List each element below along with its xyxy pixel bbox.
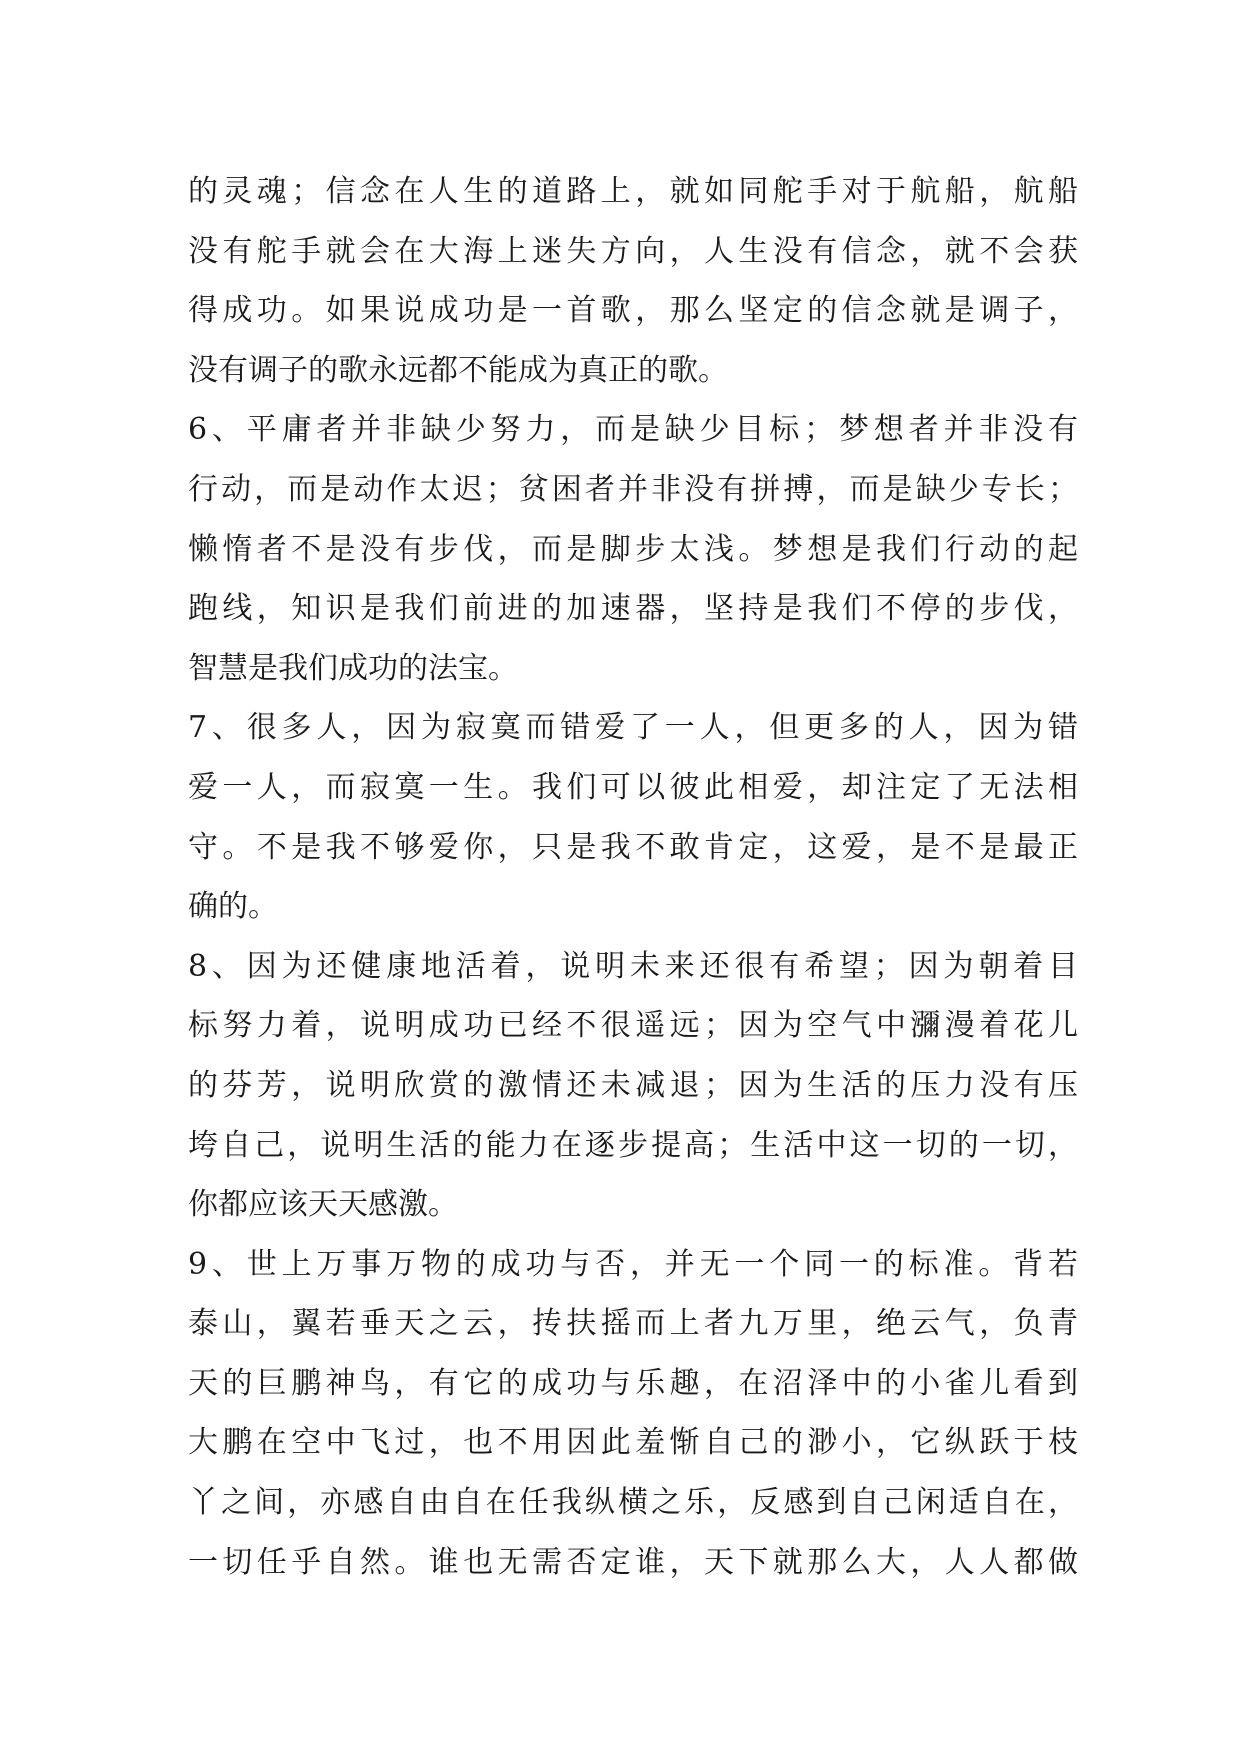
- text-line: 的芬芳，说明欣赏的激情还未减退；因为生活的压力没有压: [188, 1067, 1078, 1103]
- text-line: 守。不是我不够爱你，只是我不敢肯定，这爱，是不是最正: [188, 829, 1078, 865]
- text-line: 9、世上万事万物的成功与否，并无一个同一的标准。背若: [188, 1246, 1078, 1282]
- text-line: 行动，而是动作太迟；贫困者并非没有拼搏，而是缺少专长；: [188, 471, 1078, 507]
- text-line: 天的巨鹏神鸟，有它的成功与乐趣，在沼泽中的小雀儿看到: [188, 1365, 1078, 1401]
- text-line: 6、平庸者并非缺少努力，而是缺少目标；梦想者并非没有: [188, 412, 1078, 448]
- text-line: 大鹏在空中飞过，也不用因此羞惭自己的渺小，它纵跃于枝: [188, 1425, 1078, 1461]
- text-line: 懒惰者不是没有步伐，而是脚步太浅。梦想是我们行动的起: [188, 531, 1078, 567]
- text-line: 确的。: [188, 889, 278, 925]
- text-line: 没有调子的歌永远都不能成为真正的歌。: [188, 352, 728, 388]
- text-line: 的灵魂；信念在人生的道路上，就如同舵手对于航船，航船: [188, 174, 1078, 209]
- text-line: 垮自己，说明生活的能力在逐步提高；生活中这一切的一切，: [188, 1127, 1078, 1163]
- text-line: 智慧是我们成功的法宝。: [188, 650, 518, 686]
- text-line: 泰山，翼若垂天之云，抟扶摇而上者九万里，绝云气，负青: [188, 1306, 1078, 1342]
- text-line: 跑线，知识是我们前进的加速器，坚持是我们不停的步伐，: [188, 591, 1078, 627]
- text-line: 8、因为还健康地活着，说明未来还很有希望；因为朝着目: [188, 948, 1078, 984]
- text-line: 丫之间，亦感自由自在任我纵横之乐，反感到自己闲适自在，: [188, 1485, 1078, 1521]
- text-line: 标努力着，说明成功已经不很遥远；因为空气中瀰漫着花儿: [188, 1008, 1078, 1044]
- text-line: 你都应该天天感激。: [188, 1187, 458, 1223]
- text-line: 没有舵手就会在大海上迷失方向，人生没有信念，就不会获: [188, 233, 1078, 269]
- text-line: 得成功。如果说成功是一首歌，那么坚定的信念就是调子，: [188, 293, 1078, 329]
- text-line: 一切任乎自然。谁也无需否定谁，天下就那么大，人人都做: [188, 1544, 1078, 1580]
- body-text: [188, 162, 1078, 1592]
- text-line: 爱一人，而寂寞一生。我们可以彼此相爱，却注定了无法相: [188, 769, 1078, 805]
- text-line: 7、很多人，因为寂寞而错爱了一人，但更多的人，因为错: [188, 710, 1078, 746]
